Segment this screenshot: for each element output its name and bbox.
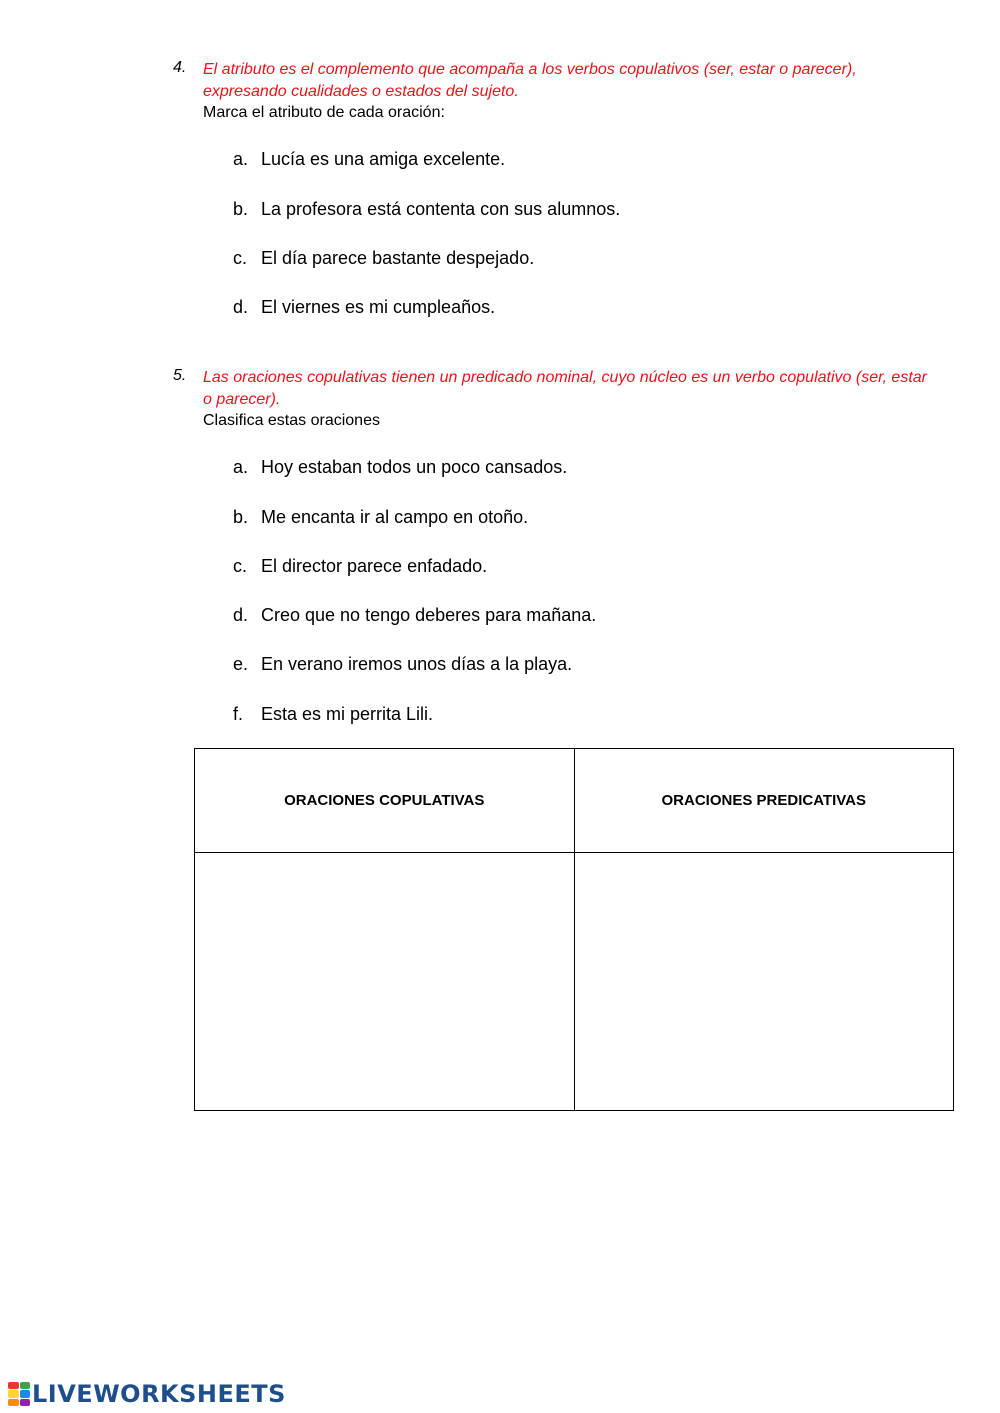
- item-text: Creo que no tengo deberes para mañana.: [261, 605, 597, 625]
- q5-item-f[interactable]: [233, 704, 433, 725]
- item-text: En verano iremos unos días a la playa.: [261, 654, 573, 674]
- q5-item-b[interactable]: [233, 507, 528, 528]
- item-text: El viernes es mi cumpleaños.: [261, 297, 496, 317]
- q4-item-c[interactable]: [233, 248, 534, 269]
- item-text: La profesora está contenta con sus alumnos.: [261, 199, 621, 219]
- item-letter: d.: [233, 605, 249, 625]
- logo-grid-icon: [8, 1382, 30, 1406]
- q4-item-a[interactable]: [233, 149, 505, 170]
- q5-item-c[interactable]: [233, 556, 487, 577]
- predicativas-drop-zone[interactable]: [574, 853, 954, 1111]
- liveworksheets-logo: [8, 1380, 286, 1408]
- question-5-instruction: Clasifica estas oraciones: [203, 412, 380, 429]
- item-letter: b.: [233, 507, 249, 527]
- q5-item-e[interactable]: [233, 654, 572, 675]
- question-5-statement: Las oraciones copulativas tienen un predicado nominal, cuyo núcleo es un verbo copulativo (ser, estar o parecer).: [203, 369, 927, 408]
- item-letter: e.: [233, 654, 249, 674]
- col-predicativas-header: ORACIONES PREDICATIVAS: [574, 749, 954, 853]
- item-letter: b.: [233, 199, 249, 219]
- item-letter: f.: [233, 704, 244, 724]
- question-4-instruction: Marca el atributo de cada oración:: [203, 104, 445, 121]
- item-text: Esta es mi perrita Lili.: [261, 704, 434, 724]
- q4-item-d[interactable]: [233, 297, 495, 318]
- q5-item-d[interactable]: [233, 605, 596, 626]
- item-text: Hoy estaban todos un poco cansados.: [261, 457, 568, 477]
- item-letter: a.: [233, 149, 249, 169]
- question-4-number: 4.: [173, 59, 187, 76]
- question-4-statement: El atributo es el complemento que acompaña a los verbos copulativos (ser, estar o parecer), expresando cualidades o estados del sujeto.: [203, 61, 857, 100]
- item-text: El director parece enfadado.: [261, 556, 488, 576]
- item-letter: c.: [233, 556, 248, 576]
- copulativas-drop-zone[interactable]: [195, 853, 575, 1111]
- item-letter: c.: [233, 248, 248, 268]
- item-text: Me encanta ir al campo en otoño.: [261, 507, 529, 527]
- question-5-number: 5.: [173, 367, 187, 384]
- q5-item-a[interactable]: [233, 457, 567, 478]
- logo-text: LIVEWORKSHEETS: [32, 1380, 286, 1408]
- classification-table: [194, 748, 954, 1111]
- col-copulativas-header: ORACIONES COPULATIVAS: [195, 749, 575, 853]
- item-letter: a.: [233, 457, 249, 477]
- item-text: El día parece bastante despejado.: [261, 248, 535, 268]
- item-letter: d.: [233, 297, 249, 317]
- q4-item-b[interactable]: [233, 199, 620, 220]
- item-text: Lucía es una amiga excelente.: [261, 149, 506, 169]
